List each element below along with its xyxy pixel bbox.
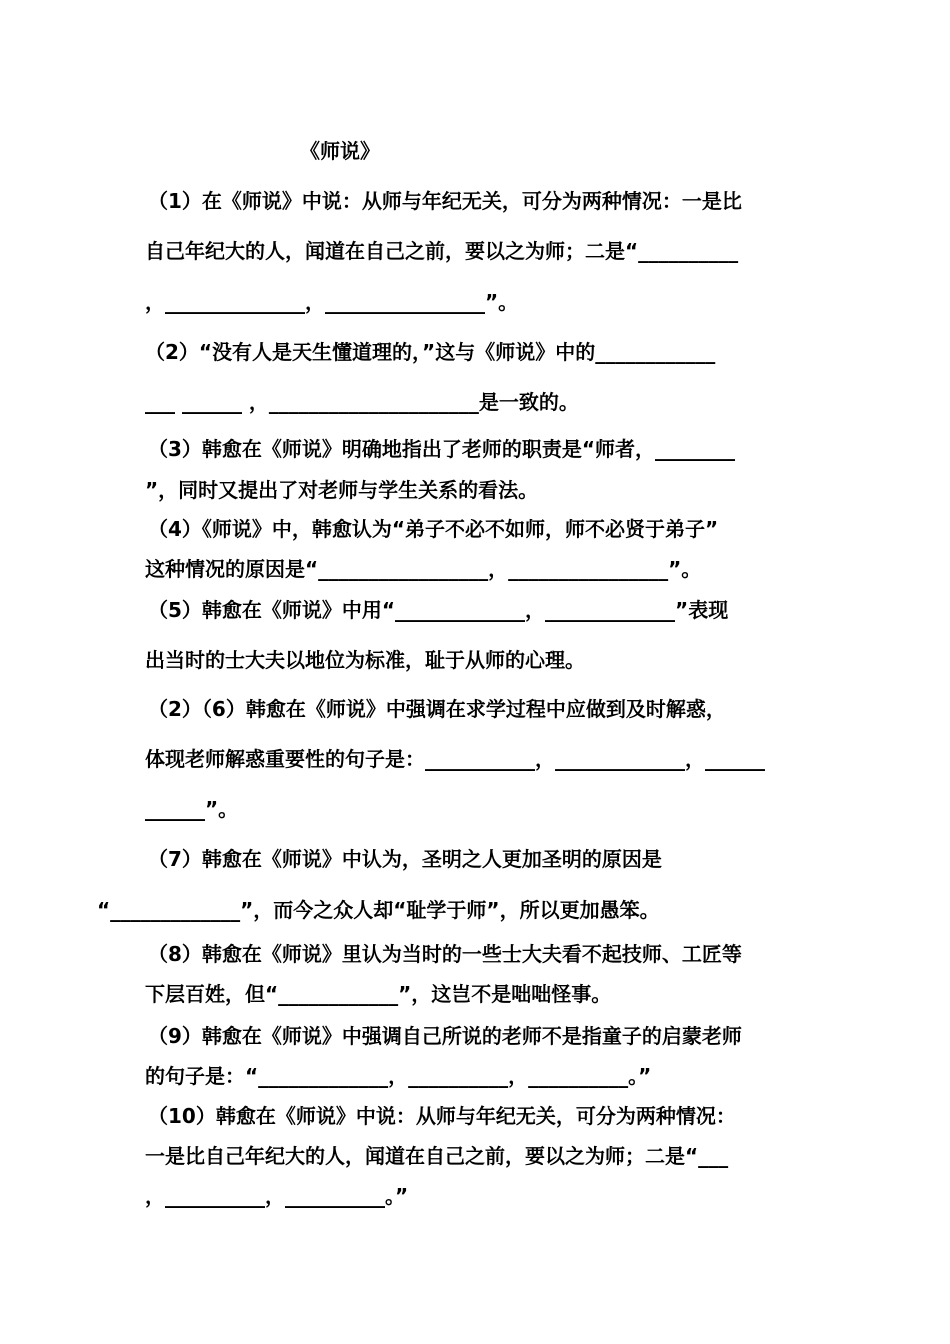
- question-3-line-2: ”，同时又提出了对老师与学生关系的看法。: [145, 478, 539, 502]
- question-6-line-1: （2）（6）韩愈在《师说》中强调在求学过程中应做到及时解惑，: [148, 697, 726, 721]
- question-7-line-2: “_____________”，而今之众人却“耻学于师”，所以更加愚笨。: [97, 898, 660, 922]
- question-1-line-2: 自己年纪大的人，闻道在自己之前，要以之为师；二是“__________: [145, 239, 739, 263]
- question-9-line-2: 的句子是：“_____________，__________，__________。”: [145, 1064, 652, 1088]
- question-10-line-1: （10）韩愈在《师说》中说：从师与年纪无关，可分为两种情况：: [148, 1104, 736, 1128]
- question-10-line-2: 一是比自己年纪大的人，闻道在自己之前，要以之为师；二是“___: [145, 1144, 729, 1168]
- question-2-line-2: ___ ______ ，_____________________是一致的。: [145, 390, 579, 414]
- question-10-line-3: ，__________，__________。”: [145, 1184, 409, 1208]
- question-5-line-2: 出当时的士大夫以地位为标准，耻于从师的心理。: [145, 648, 585, 672]
- question-6-line-2: 体现老师解惑重要性的句子是：___________，_____________，______: [145, 747, 765, 771]
- question-1-line-1: （1）在《师说》中说：从师与年纪无关，可分为两种情况：一是比: [148, 189, 742, 213]
- question-4-line-1: （4）《师说》中，韩愈认为“弟子不必不如师，师不必贤于弟子”: [148, 517, 719, 541]
- question-7-line-1: （7）韩愈在《师说》中认为，圣明之人更加圣明的原因是: [148, 847, 662, 871]
- question-5-line-1: （5）韩愈在《师说》中用“_____________，_____________”表现: [148, 598, 729, 622]
- question-8-line-1: （8）韩愈在《师说》里认为当时的一些士大夫看不起技师、工匠等: [148, 942, 742, 966]
- page-title: 《师说》: [300, 139, 380, 163]
- question-8-line-2: 下层百姓，但“____________”，这岂不是咄咄怪事。: [145, 982, 612, 1006]
- question-9-line-1: （9）韩愈在《师说》中强调自己所说的老师不是指童子的启蒙老师: [148, 1024, 742, 1048]
- question-1-line-3: ，______________，________________”。: [145, 290, 519, 314]
- question-2-line-1: （2）“没有人是天生懂道理的，”这与《师说》中的____________: [145, 340, 716, 364]
- question-3-line-1: （3）韩愈在《师说》明确地指出了老师的职责是“师者，________: [148, 437, 736, 461]
- question-6-line-3: ______”。: [145, 797, 239, 821]
- question-4-line-2: 这种情况的原因是“_________________，________________”。: [145, 557, 702, 581]
